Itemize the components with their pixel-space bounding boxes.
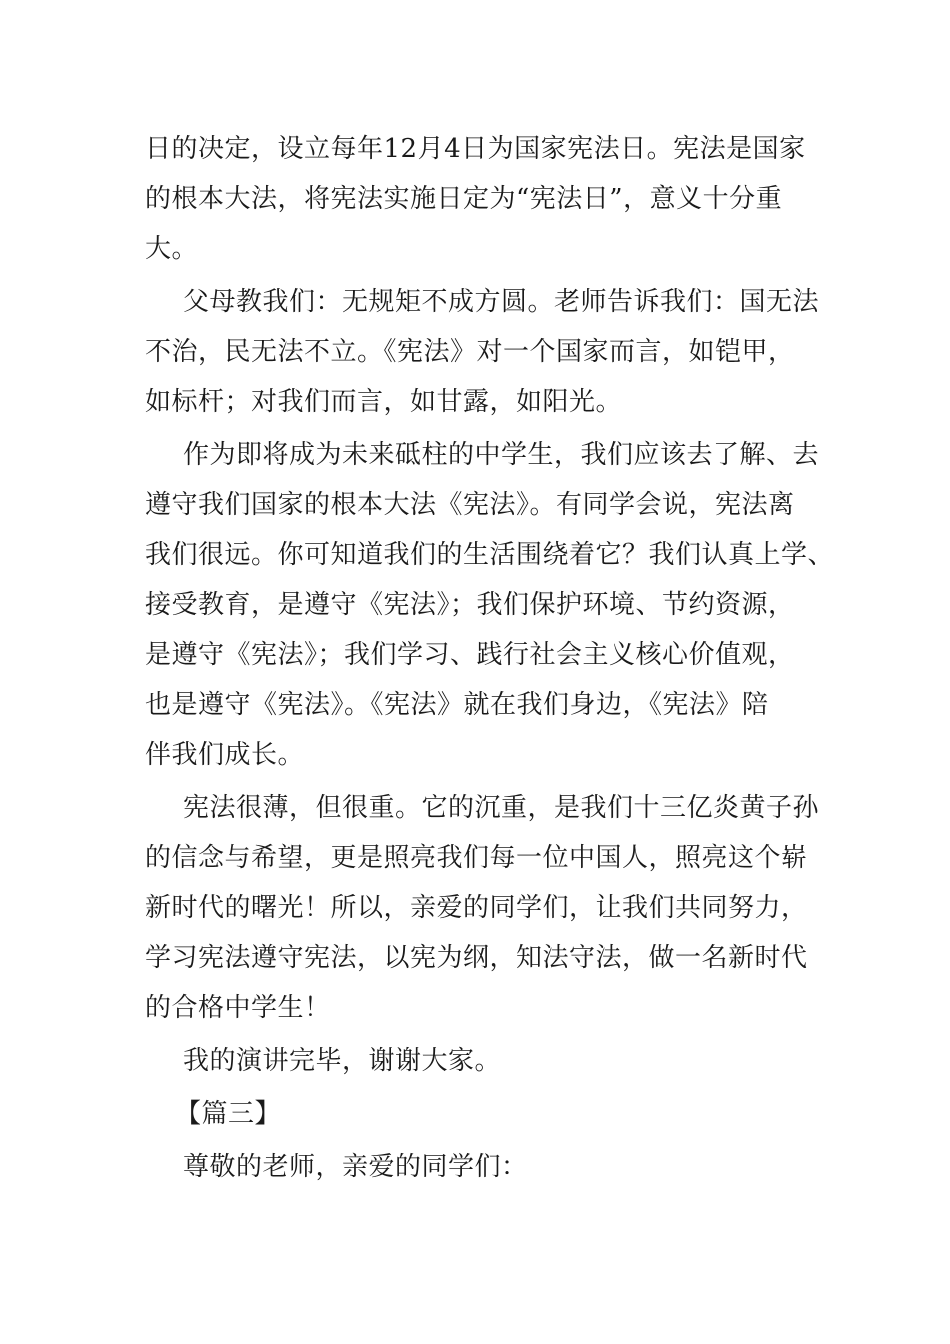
text-line: 接受教育，是遵守《宪法》；我们保护环境、节约资源， — [145, 590, 795, 620]
closing-line: 我的演讲完毕，谢谢大家。 — [183, 1046, 502, 1076]
text-line: 如标杆；对我们而言，如甘露，如阳光。 — [145, 387, 623, 417]
text-line: 日的决定，设立每年12月4日为国家宪法日。宪法是国家 — [145, 134, 806, 164]
text-line: 作为即将成为未来砥柱的中学生，我们应该去了解、去 — [183, 440, 820, 470]
text-line: 的合格中学生！ — [145, 993, 331, 1023]
text-line: 宪法很薄，但很重。它的沉重，是我们十三亿炎黄子孙 — [183, 793, 820, 823]
text-line: 的信念与希望，更是照亮我们每一位中国人，照亮这个崭 — [145, 843, 808, 873]
text-line: 新时代的曙光！所以，亲爱的同学们，让我们共同努力， — [145, 893, 808, 923]
text-line: 大。 — [145, 234, 199, 264]
salutation-line: 尊敬的老师，亲爱的同学们： — [183, 1152, 528, 1182]
text-line: 不治，民无法不立。《宪法》对一个国家而言，如铠甲， — [145, 337, 795, 367]
text-line: 的根本大法，将宪法实施日定为“宪法日”，意义十分重 — [145, 184, 783, 214]
section-heading: 【篇三】 — [175, 1099, 282, 1129]
text-line: 伴我们成长。 — [145, 740, 305, 770]
text-line: 学习宪法遵守宪法，以宪为纲，知法守法，做一名新时代 — [145, 943, 808, 973]
text-line: 也是遵守《宪法》。《宪法》就在我们身边，《宪法》陪 — [145, 690, 769, 720]
text-line: 是遵守《宪法》；我们学习、践行社会主义核心价值观， — [145, 640, 795, 670]
text-line: 我们很远。你可知道我们的生活围绕着它？我们认真上学、 — [145, 540, 835, 570]
text-line: 遵守我们国家的根本大法《宪法》。有同学会说，宪法离 — [145, 490, 795, 520]
body-text — [145, 124, 835, 1192]
text-line: 父母教我们：无规矩不成方圆。老师告诉我们：国无法 — [183, 287, 820, 317]
